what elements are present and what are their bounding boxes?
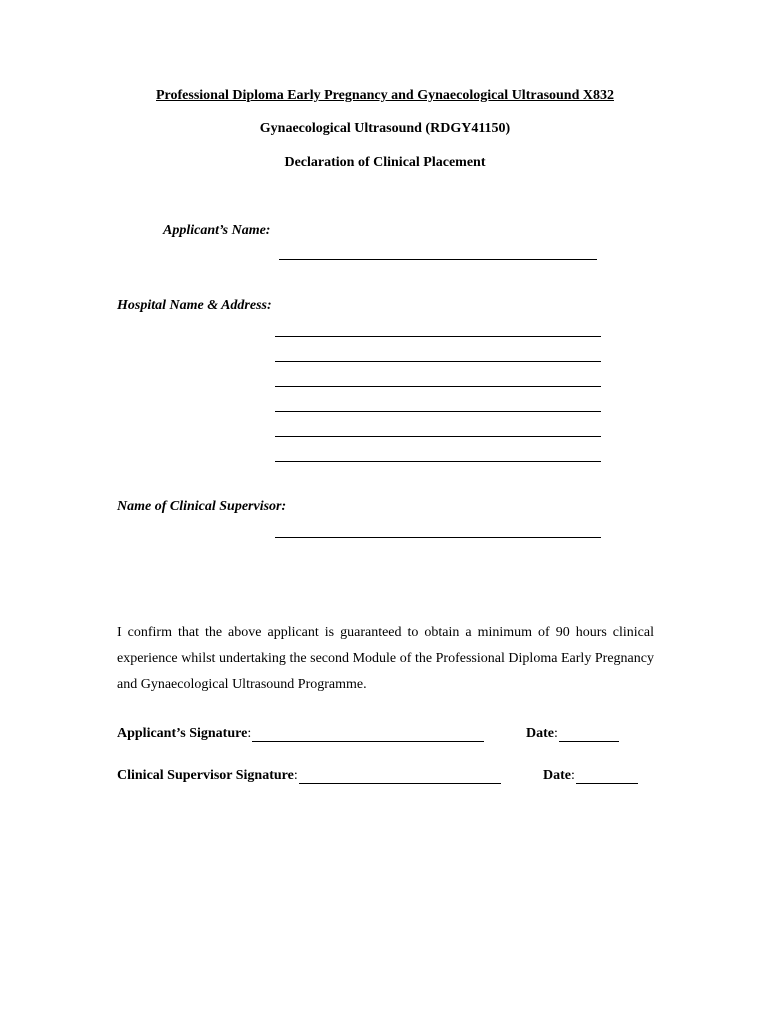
colon: : xyxy=(571,768,575,783)
hospital-line[interactable] xyxy=(275,411,601,412)
hospital-line[interactable] xyxy=(275,386,601,387)
applicant-date-line[interactable] xyxy=(559,728,619,742)
date-label: Date xyxy=(543,768,571,783)
supervisor-name-label: Name of Clinical Supervisor: xyxy=(117,499,287,514)
hospital-label: Hospital Name & Address: xyxy=(117,298,272,313)
applicant-name-label: Applicant’s Name: xyxy=(163,223,271,238)
applicant-signature-label: Applicant’s Signature xyxy=(117,726,248,741)
supervisor-date-line[interactable] xyxy=(576,770,638,784)
applicant-signature-line[interactable] xyxy=(252,728,484,742)
colon: : xyxy=(293,768,298,783)
date-label: Date xyxy=(526,726,554,741)
applicant-name-line[interactable] xyxy=(279,259,597,260)
module-subtitle: Gynaecological Ultrasound (RDGY41150) xyxy=(259,121,511,136)
supervisor-signature-row xyxy=(117,768,501,784)
hospital-line[interactable] xyxy=(275,361,601,362)
declaration-heading: Declaration of Clinical Placement xyxy=(284,155,486,170)
colon: : xyxy=(247,726,252,741)
hospital-line[interactable] xyxy=(275,336,601,337)
supervisor-signature-label: Clinical Supervisor Signature xyxy=(117,768,294,783)
hospital-line[interactable] xyxy=(275,436,601,437)
applicant-signature-row xyxy=(117,726,484,742)
confirmation-statement: I confirm that the above applicant is guaranteed to obtain a minimum of 90 hours clinical experience whilst undertaking the second Module of the Professional Diploma Early Pregnancy and Gynaecological Ultrasound Programme. xyxy=(117,625,654,692)
supervisor-name-line[interactable] xyxy=(275,537,601,538)
colon: : xyxy=(554,726,558,741)
supervisor-date-row xyxy=(543,768,638,784)
document-title: Professional Diploma Early Pregnancy and Gynaecological Ultrasound X832 xyxy=(156,88,614,103)
hospital-line[interactable] xyxy=(275,461,601,462)
supervisor-signature-line[interactable] xyxy=(299,770,501,784)
applicant-date-row xyxy=(526,726,619,742)
